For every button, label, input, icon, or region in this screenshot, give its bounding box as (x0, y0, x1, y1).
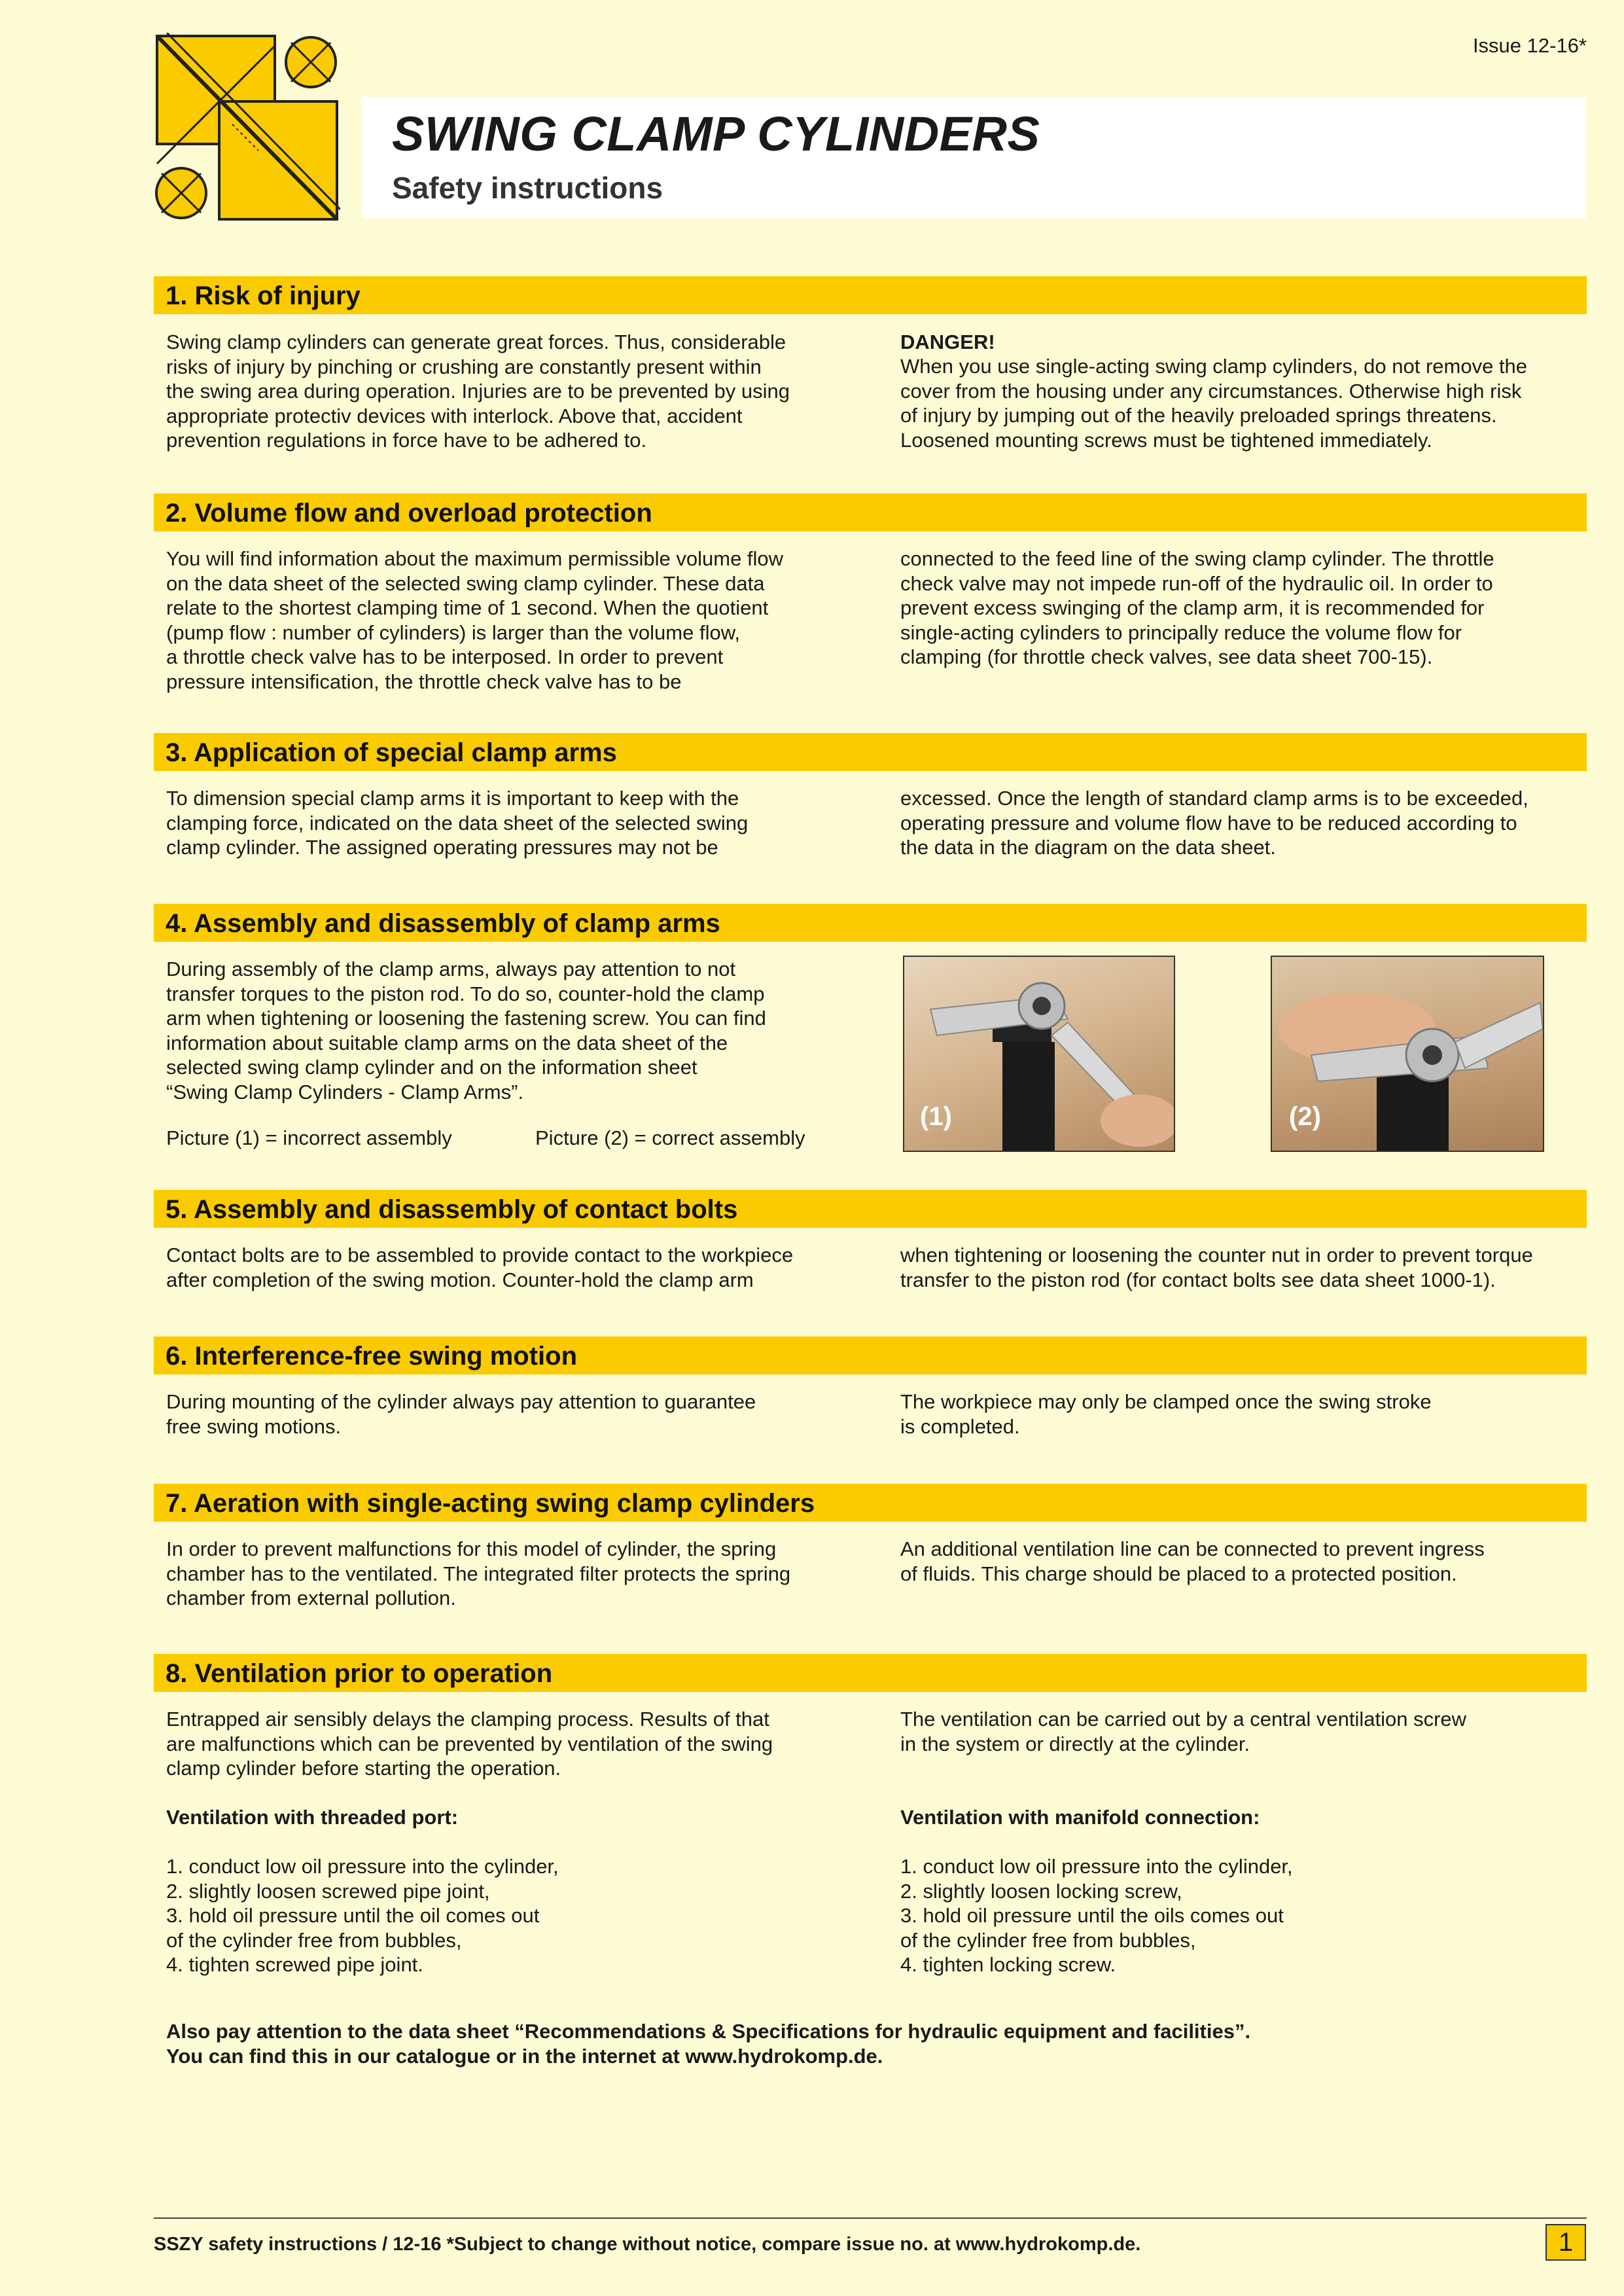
page-title: SWING CLAMP CYLINDERS (392, 107, 1040, 161)
section-6-left-text: During mounting of the cylinder always pay attention to guarantee free swing motions. (166, 1390, 756, 1438)
manifold-connection-heading: Ventilation with manifold connection: (900, 1806, 1260, 1829)
caption-incorrect: Picture (1) = incorrect assembly (166, 1126, 452, 1149)
section-4-header (154, 904, 1587, 942)
page-subtitle: Safety instructions (392, 171, 663, 205)
section-5-left-text: Contact bolts are to be assembled to provide contact to the workpiece after completion of the swing motion. Counter-hold the clamp arm (166, 1244, 794, 1291)
company-logo (154, 33, 340, 223)
section-3-right-text: excessed. Once the length of standard clamp arms is to be exceeded, operating pressure and volume flow have to be reduced according to the data in the diagram on the data sheet. (900, 787, 1528, 859)
manifold-connection-steps: 1. conduct low oil pressure into the cylinder, 2. slightly loosen locking screw, 3. hold oil pressure until the oils comes out of the cylinder free from bubbles, 4. tighten locking screw. (900, 1855, 1293, 1976)
danger-label: DANGER! (900, 331, 995, 353)
section-heading: 4. Assembly and disassembly of clamp arms (166, 909, 720, 938)
section-heading: 1. Risk of injury (166, 281, 361, 310)
datasheet-note: Also pay attention to the data sheet “Recommendations & Specifications for hydraulic equipment and facilities”. You can find this in our catalogue or in the internet at www.hydrokomp.de. (166, 2020, 1251, 2068)
footer-text: SSZY safety instructions / 12-16 *Subject to change without notice, compare issue no. at www.hydrokomp.de. (154, 2234, 1141, 2255)
photo-incorrect-assembly (903, 956, 1175, 1152)
threaded-port-steps: 1. conduct low oil pressure into the cylinder, 2. slightly loosen screwed pipe joint, 3. hold oil pressure until the oil comes out of the cylinder free from bubbles, 4. tighten screwed pipe joint. (166, 1855, 559, 1976)
section-1-header (154, 276, 1587, 314)
photo-label-1: (1) (920, 1102, 952, 1131)
section-3-left-text: To dimension special clamp arms it is important to keep with the clamping force, indicated on the data sheet of the selected swing clamp cylinder. The assigned operating pressures may not be (166, 787, 749, 859)
section-1-right-text: When you use single-acting swing clamp cylinders, do not remove the cover from the housing under any circumstances. Otherwise high risk of injury by jumping out of the heavily preloaded springs threatens. Loosened mounting screws must be tightened immediately. (900, 355, 1528, 452)
section-8-left-text: Entrapped air sensibly delays the clamping process. Results of that are malfunctions which can be prevented by ventilation of the swing clamp cylinder before starting the operation. (166, 1708, 773, 1780)
section-6-right-text: The workpiece may only be clamped once the swing stroke is completed. (900, 1390, 1432, 1438)
section-heading: 2. Volume flow and overload protection (166, 499, 652, 528)
footer-divider (154, 2217, 1587, 2219)
section-heading: 3. Application of special clamp arms (166, 738, 617, 767)
page-number: 1 (1545, 2224, 1586, 2261)
section-2-left-text: You will find information about the maximum permissible volume flow on the data sheet of the selected swing clamp cylinder. These data relate to the shortest clamping time of 1 second. When the quotient (pump flow : number of cylinders) is larger than the volume flow, a throttle check valve has to be interposed. In order to prevent pressure intensification, the throttle check valve has to be (166, 547, 784, 693)
section-8-header (154, 1654, 1587, 1692)
section-2-right-text: connected to the feed line of the swing clamp cylinder. The throttle check valve may not impede run-off of the hydraulic oil. In order to prevent excess swinging of the clamp arm, it is recommended for single-acting cylinders to principally reduce the volume flow for clamping (for throttle check valves, see data sheet 700-15). (900, 547, 1494, 668)
section-8-right-text: The ventilation can be carried out by a central ventilation screw in the system or directly at the cylinder. (900, 1708, 1467, 1755)
photo-correct-assembly (1271, 956, 1544, 1152)
threaded-port-heading: Ventilation with threaded port: (166, 1806, 459, 1829)
section-2-header (154, 493, 1587, 531)
section-3-header (154, 733, 1587, 771)
issue-label: Issue 12-16* (1472, 34, 1587, 57)
section-5-header (154, 1190, 1587, 1228)
section-4-left-text: During assembly of the clamp arms, always pay attention to not transfer torques to the piston rod. To do so, counter-hold the clamp arm when tightening or loosening the fastening screw. You can find information about suitable clamp arms on the data sheet of the selected swing clamp cylinder and on the information sheet “Swing Clamp Cylinders - Clamp Arms”. (166, 958, 766, 1103)
section-6-header (154, 1336, 1587, 1374)
section-heading: 8. Ventilation prior to operation (166, 1659, 553, 1688)
section-7-header (154, 1484, 1587, 1522)
section-heading: 7. Aeration with single-acting swing clamp cylinders (166, 1489, 815, 1518)
section-heading: 6. Interference-free swing motion (166, 1342, 578, 1371)
section-7-left-text: In order to prevent malfunctions for this model of cylinder, the spring chamber has to the ventilated. The integrated filter protects the spring chamber from external pollution. (166, 1537, 791, 1609)
section-5-right-text: when tightening or loosening the counter nut in order to prevent torque transfer to the piston rod (for contact bolts see data sheet 1000-1). (900, 1244, 1533, 1291)
photo-label-2: (2) (1289, 1102, 1321, 1131)
title-box (362, 97, 1586, 219)
section-heading: 5. Assembly and disassembly of contact bolts (166, 1195, 738, 1224)
section-1-left-text: Swing clamp cylinders can generate great forces. Thus, considerable risks of injury by pinching or crushing are constantly present within the swing area during operation. Injuries are to be prevented by using appropriate protectiv devices with interlock. Above that, accident prevention regulations in force have to be adhered to. (166, 331, 790, 452)
section-7-right-text: An additional ventilation line can be connected to prevent ingress of fluids. This charge should be placed to a protected position. (900, 1537, 1485, 1585)
caption-correct: Picture (2) = correct assembly (535, 1126, 805, 1149)
